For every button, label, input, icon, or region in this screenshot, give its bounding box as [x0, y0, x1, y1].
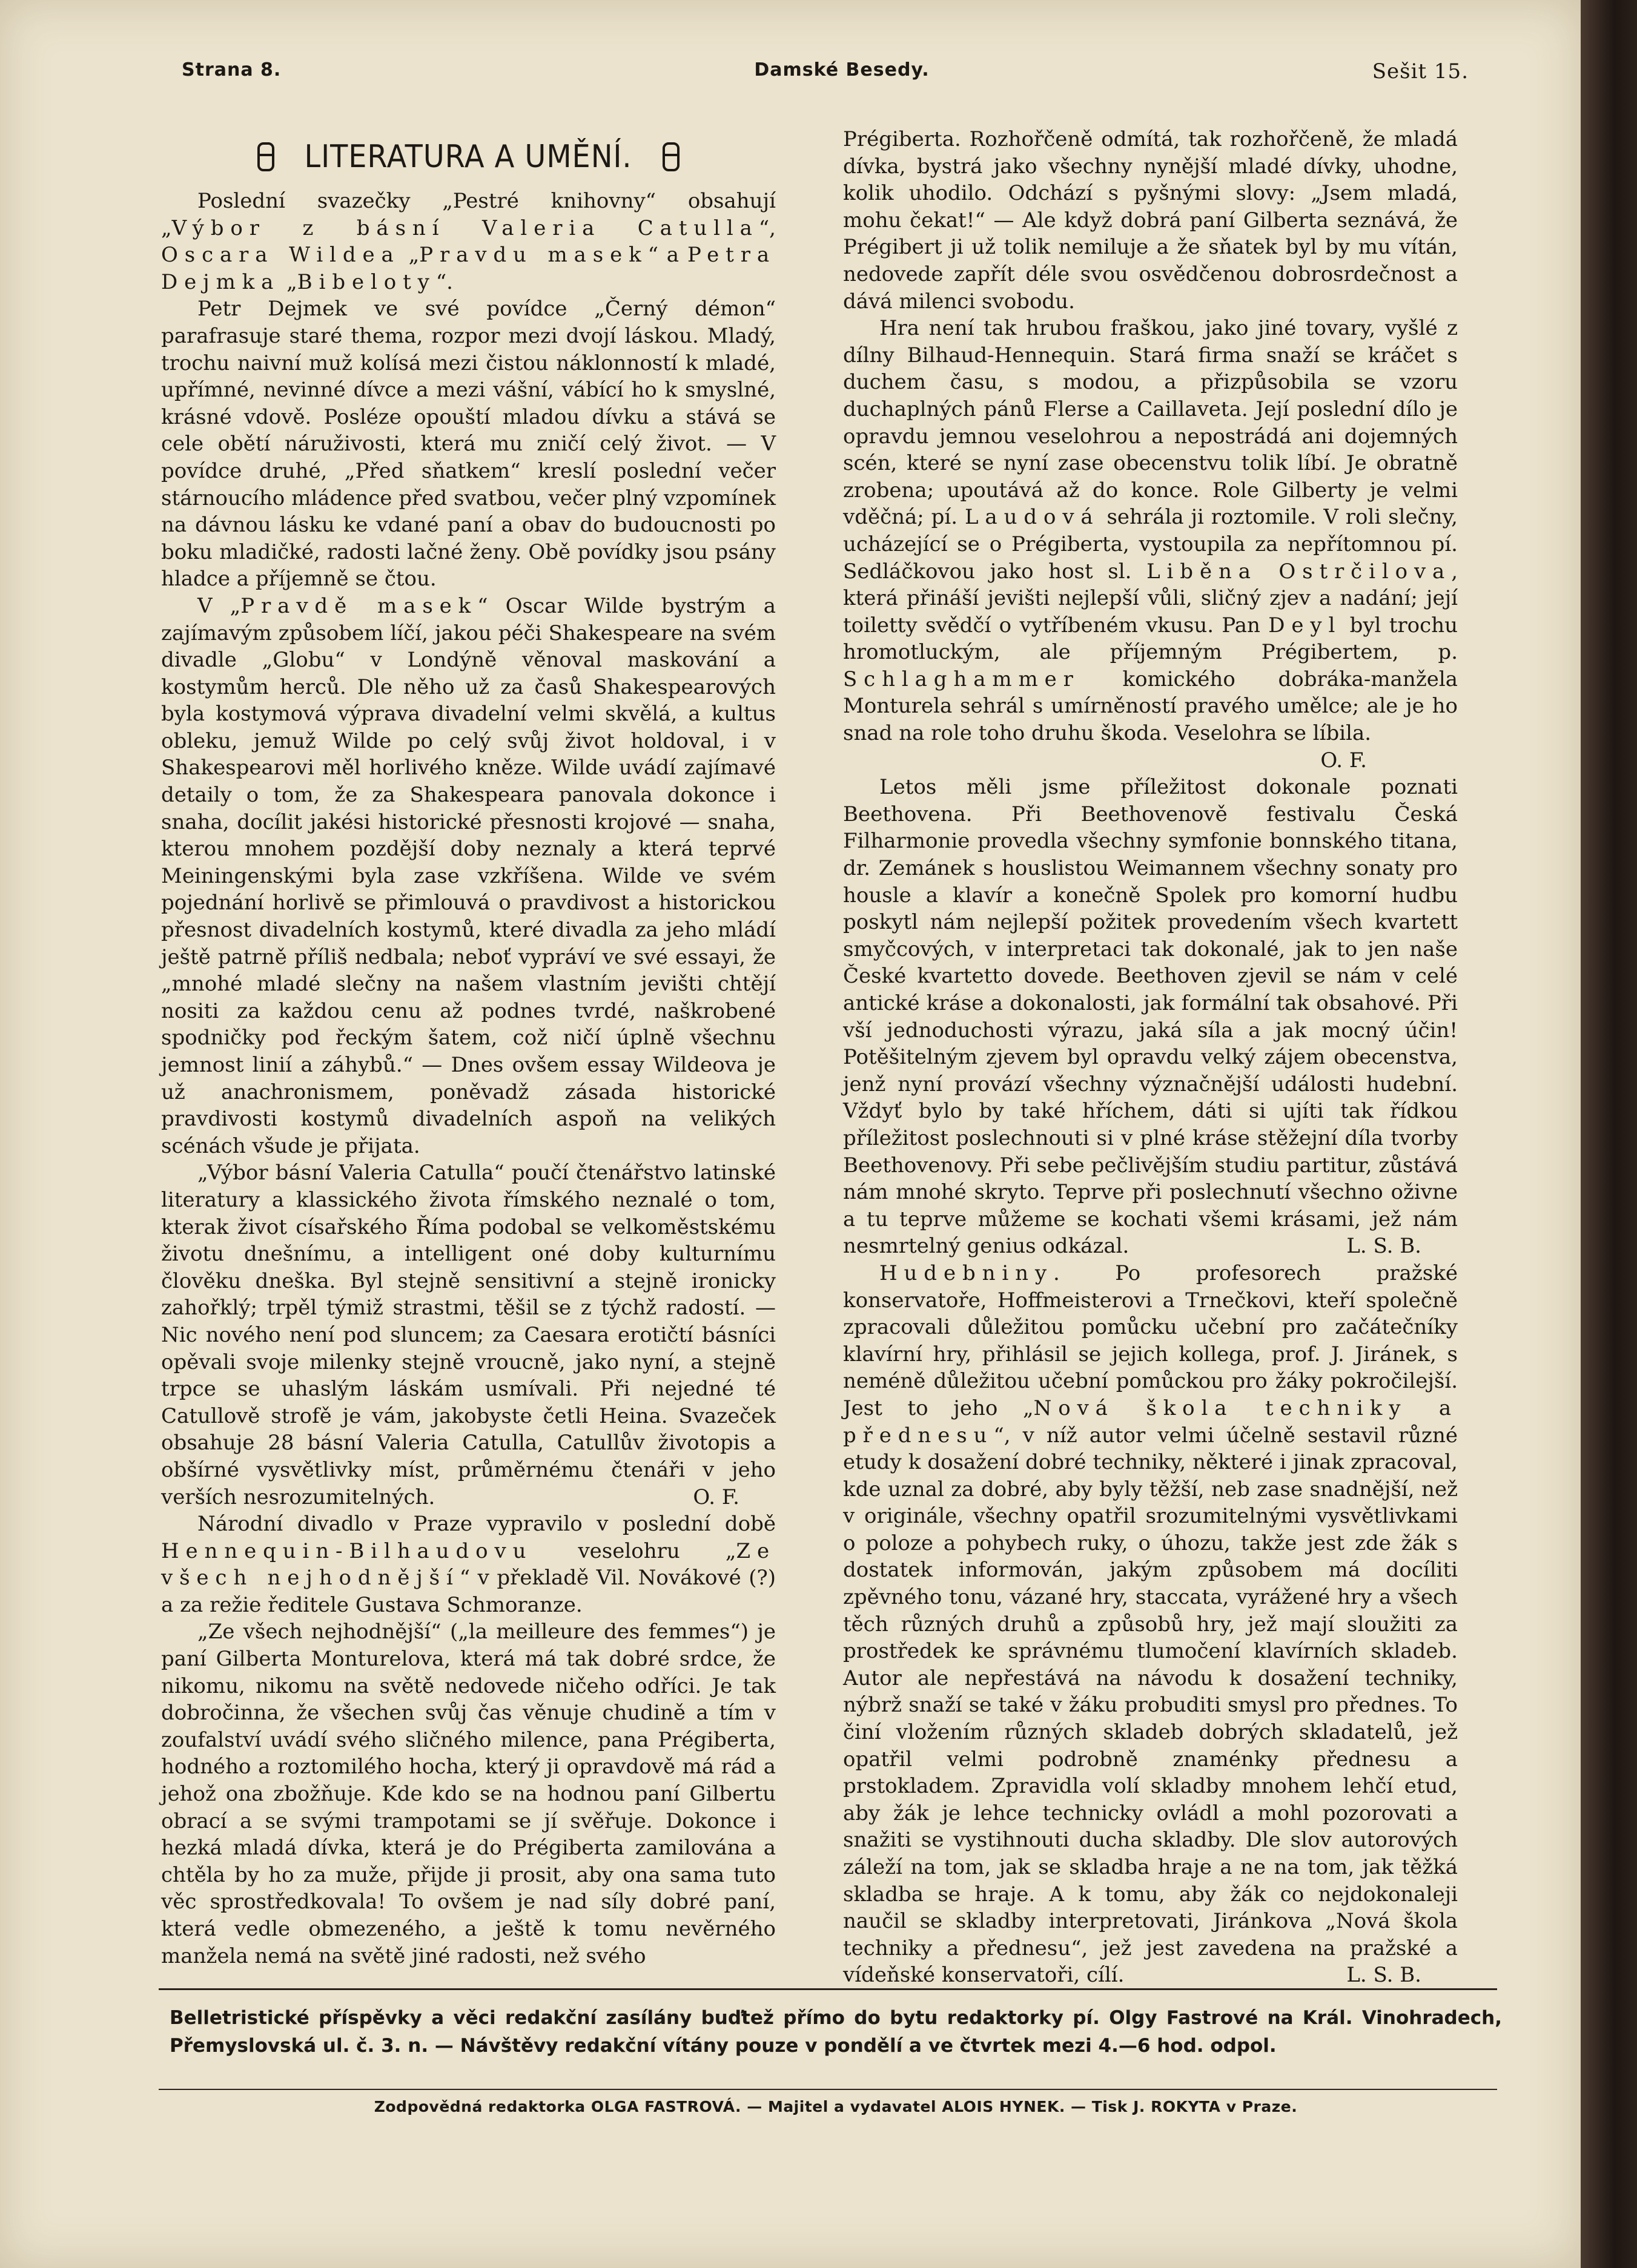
issue-number: Sešit 15. — [1372, 59, 1469, 84]
signature: L. S. B. — [1346, 1963, 1421, 1988]
paragraph: „Ze všech nejhodnější“ („la meilleure des femmes“) je paní Gilberta Monturelova, která má tak dobré srdce, že nikomu, nikomu na světě nedovede ničeho odříci. Je tak dobročinna, že všechen svůj čas věnuje chudině a tím v zoufalství uvádí svého sličného milence, pana Prégiberta, hodného a roztomilého hocha, který ji opravdově má rád a jehož ona zbožňuje. Kde kdo se na hodnou paní Gilbertu obrací a se svými trampotami se jí svěřuje. Dokonce i hezká mladá dívka, která je do Prégiberta zamilována a chtěla by ho za muže, přijde ji prosit, aby ona sama tuto věc sprostředkovala! To ovšem je nad síly dobré paní, která vedle obmezeného, a ještě k tomu nevěrného manžela nemá na světě jiné radosti, než svého — [161, 1620, 776, 1968]
paragraph: „Výbor básní Valeria Catulla“ poučí čtenářstvo latinské literatury a klassického života římského neznalé o tom, kterak život císařského Říma podobal se velkoměstskému životu dnešnímu, a intelligent oné doby kulturnímu člověku dneška. Byl stejně sensitivní a stejně ironicky zahořklý; trpěl týmiž strastmi, těšil se z týchž radostí. — Nic nového není pod sluncem; za Caesara erotičtí básníci opěvali svoje milenky stejně vroucně, jako nyní, a stejně trpce se uhaslým láskám usmívali. Při nejedné té Catullově strofě je vám, jakobyste četli Heina. Svazeček obsahuje 28 básní Valeria Catulla, Catullův životopis a obšírné vysvětlivky míst, průměrnému čtenáři v jeho verších nesrozumitelných. O. F. — [161, 1159, 776, 1511]
signature: O. F. — [1320, 748, 1367, 773]
paragraph: Národní divadlo v Praze vypravilo v poslední době Hennequin-Bilhaudovu veselohru „Ze všech nejhodnější“ v překladě Vil. Novákové (?) a za režie ředitele Gustava Schmoranze. — [161, 1512, 776, 1617]
section-heading — [161, 132, 776, 182]
right-column — [843, 126, 1458, 1989]
ornament-icon — [663, 142, 680, 171]
editorial-notice: Belletristické příspěvky a věci redakční zasílány buďtež přímo do bytu redaktorky pí. Olgy Fastrové na Král. Vinohradech, Přemyslovská ul. č. 3. n. — Návštěvy redakční vítány pouze v pondělí a ve čtvrtek mezi 4.—6 hod. odpol. — [170, 2007, 1502, 2057]
section-title: LITERATURA A UMĚNÍ. — [304, 138, 633, 175]
left-column — [161, 132, 776, 1970]
ornament-icon — [257, 142, 274, 171]
paragraph: Prégiberta. Rozhořčeně odmítá, tak rozhořčeně, že mladá dívka, bystrá jako všechny nynější mladé dívky, uhodne, kolik uhodilo. Odchází s pyšnými slovy: „Jsem mladá, mohu čekat!“ — Ale když dobrá paní Gilberta seznává, že Prégibert ji už tolik nemiluje a že sňatek byl by mu vítán, nedovede zapřít déle svou osvědčenou dobrosrdečnost a dává milenci svobodu. — [843, 127, 1458, 314]
signature: L. S. B. — [1346, 1234, 1421, 1259]
divider — [159, 2089, 1497, 2090]
paragraph: Hudebniny. Po profesorech pražské konservatoře, Hoffmeisterovi a Trnečkovi, kteří společně zpracovali důležitou pomůcku učební pro začátečníky klavírní hry, přihlásil se jejich kollega, prof. J. Jiránek, s neméně důležitou učební pomůckou pro žáky pokročilejší. Jest to jeho „Nová škola techniky a přednesu“, v níž autor velmi účelně sestavil různé etudy k dosažení dobré techniky, některé i jinak zpracoval, kde uznal za dobré, aby byly těžší, neb zase snadnější, než v originále, všechny opatřil srozumitelnými vysvětlivkami o poloze a pohybech ruky, o úhozu, takže jest zde žák s dostatek informován, jakým způsobem má docíliti zpěvného tonu, vázané hry, staccata, vyrážené hry a všech těch různých druhů a způsobů hry, jež mají sloužiti za prostředek ke správnému tlumočení klavírních skladeb. Autor ale nepřestává na návodu k dosažení techniky, nýbrž snaží se také v žáku probuditi smysl pro přednes. To činí vložením různých skladeb dobrých skladatelů, jež opatřil velmi podrobně znaménky přednesu a prstokladem. Zpravidla volí skladby mnohem lehčí etud, aby žák je lehce technicky ovládl a mohl pozorovati a snažiti se vystihnouti ducha skladby. Dle slov autorových záleží na tom, jak se skladba hraje a ne na tom, jak těžká skladba se hraje. A k tomu, aby žák co nejdokonaleji naučil se skladby interpretovati, Jiránkova „Nová škola techniky a přednesu“, jež jest zavedena na pražské a vídeňské konservatoři, cílí. L. S. B. — [843, 1260, 1458, 1989]
page-binding — [1581, 0, 1637, 2268]
paragraph: Hra není tak hrubou fraškou, jako jiné tovary, vyšlé z dílny Bilhaud-Hennequin. Stará firma snaží se kráčet s duchem času, s modou, a přizpůsobila se vzoru duchaplných pánů Flerse a Caillaveta. Její poslední dílo je opravdu jemnou veselohrou a nepostrádá ani dojemných scén, které se nyní zase obecenstvu tolik líbí. Je obratně zrobena; upoutává až do konce. Role Gilberty je velmi vděčná; pí. Laudová sehrála ji roztomile. V roli slečny, ucházející se o Prégiberta, vystoupila za nepřítomnou pí. Sedláčkovou jako host sl. Liběna Ostrčilova, která přináší jevišti nejlepší vůli, sličný zjev a nadání; její toiletty svědčí o vytříbeném vkusu. Pan Deyl byl trochu hromotluckým, ale příjemným Prégibertem, p. Schlaghammer komického dobráka-manžela Monturela sehrál s umírněností pravého umělce; ale je ho snad na role toho druhu škoda. Veselohra se líbila. — [843, 316, 1458, 746]
signature: O. F. — [693, 1485, 739, 1509]
journal-title: Damské Besedy. — [754, 59, 930, 81]
paragraph: Poslední svazečky „Pestré knihovny“ obsahují „Výbor z básní Valeria Catulla“, Oscara Wildea „Pravdu masek“ a Petra Dejmka „Bibeloty“. — [161, 189, 776, 294]
paragraph: V „Pravdě masek“ Oscar Wilde bystrým a zajímavým způsobem líčí, jakou péči Shakespeare na svém divadle „Globu“ v Londýně věnoval maskování a kostymům herců. Dle něho už za časů Shakespearových byla kostymová výprava divadelní velmi skvělá, a kultus obleku, jemuž Wilde po celý svůj život holdoval, i v Shakespearovi měl horlivého kněze. Wilde uvádí zajímavé detaily o tom, že za Shakespeara panovala dokonce i snaha, docílit jakési historické přesnosti krojové — snaha, kterou mnohem pozdější doby neznaly a která teprvé Meiningenskými byla zase vzkříšena. Wilde ve svém pojednání horlivě se přimlouvá o pravdivost a historickou přesnost divadelních kostymů, které divadla za jeho mládí ještě patrně příliš nedbala; neboť vypráví ve své essayi, že „mnohé mladé slečny na našem vlastním jevišti chtějí nositi za každou cenu až podnes tvrdé, naškrobené spodničky pod řeckým šatem, což ničí úplně všechnu jemnost linií a záhybů.“ — Dnes ovšem essay Wildeova je už anachronismem, poněvadž zásada historické pravdivosti kostymů divadelních aspoň na velikých scénách všude je přijata. — [161, 593, 776, 1158]
divider — [159, 1988, 1497, 1990]
paragraph: Letos měli jsme příležitost dokonale poznati Beethovena. Při Beethovenově festivalu Česká Filharmonie provedla všechny symfonie bonnského titana, dr. Zemánek s houslistou Weimannem všechny sonaty pro housle a klavír a konečně Spolek pro komorní hudbu poskytl nám nejlepší požitek provedením všech kvartett smyčcových, v interpretaci tak dokonalé, jak to jen naše České kvartetto dovede. Beethoven zjevil se nám v celé antické kráse a dokonalosti, jak formální tak obsahové. Při vší jednoduchosti výrazu, jaká síla a jak mocný účin! Potěšitelným zjevem byl opravdu velký zájem obecenstva, jenž nyní provází všechny význačnější události hudební. Vždyť bylo by také hříchem, dáti si ujíti tak řídkou příležitost poslechnouti si v plné kráse stěžejní díla tvorby Beethovenovy. Při sebe pečlivějším studiu partitur, zůstává nám mnohé skryto. Teprve při poslechnutí všechno oživne a tu teprve můžeme se kochati všemi krásami, jež nám nesmrtelný genius odkázal. L. S. B. — [843, 774, 1458, 1260]
page-number: Strana 8. — [182, 59, 282, 81]
imprint-footer: Zodpovědná redaktorka OLGA FASTROVÁ. — Majitel a vydavatel ALOIS HYNEK. — Tisk J. ROKYTA v Praze. — [374, 2098, 1298, 2115]
paragraph: Petr Dejmek ve své povídce „Černý démon“ parafrasuje staré thema, rozpor mezi dvojí láskou. Mladý, trochu naivní muž kolísá mezi čistou náklonností k mladé, upřímné, nevinné dívce a mezi vášní, vábící ho k smyslné, krásné vdově. Posléze opouští mladou dívku a stává se cele obětí náruživosti, která mu zničí celý život. — V povídce druhé, „Před sňatkem“ kreslí poslední večer stárnoucího mládence před svatbou, večer plný vzpomínek na dávnou lásku ke vdané paní a obav do budoucnosti po boku mladičké, radosti lačné ženy. Obě povídky jsou psány hladce a příjemně se čtou. — [161, 297, 776, 592]
